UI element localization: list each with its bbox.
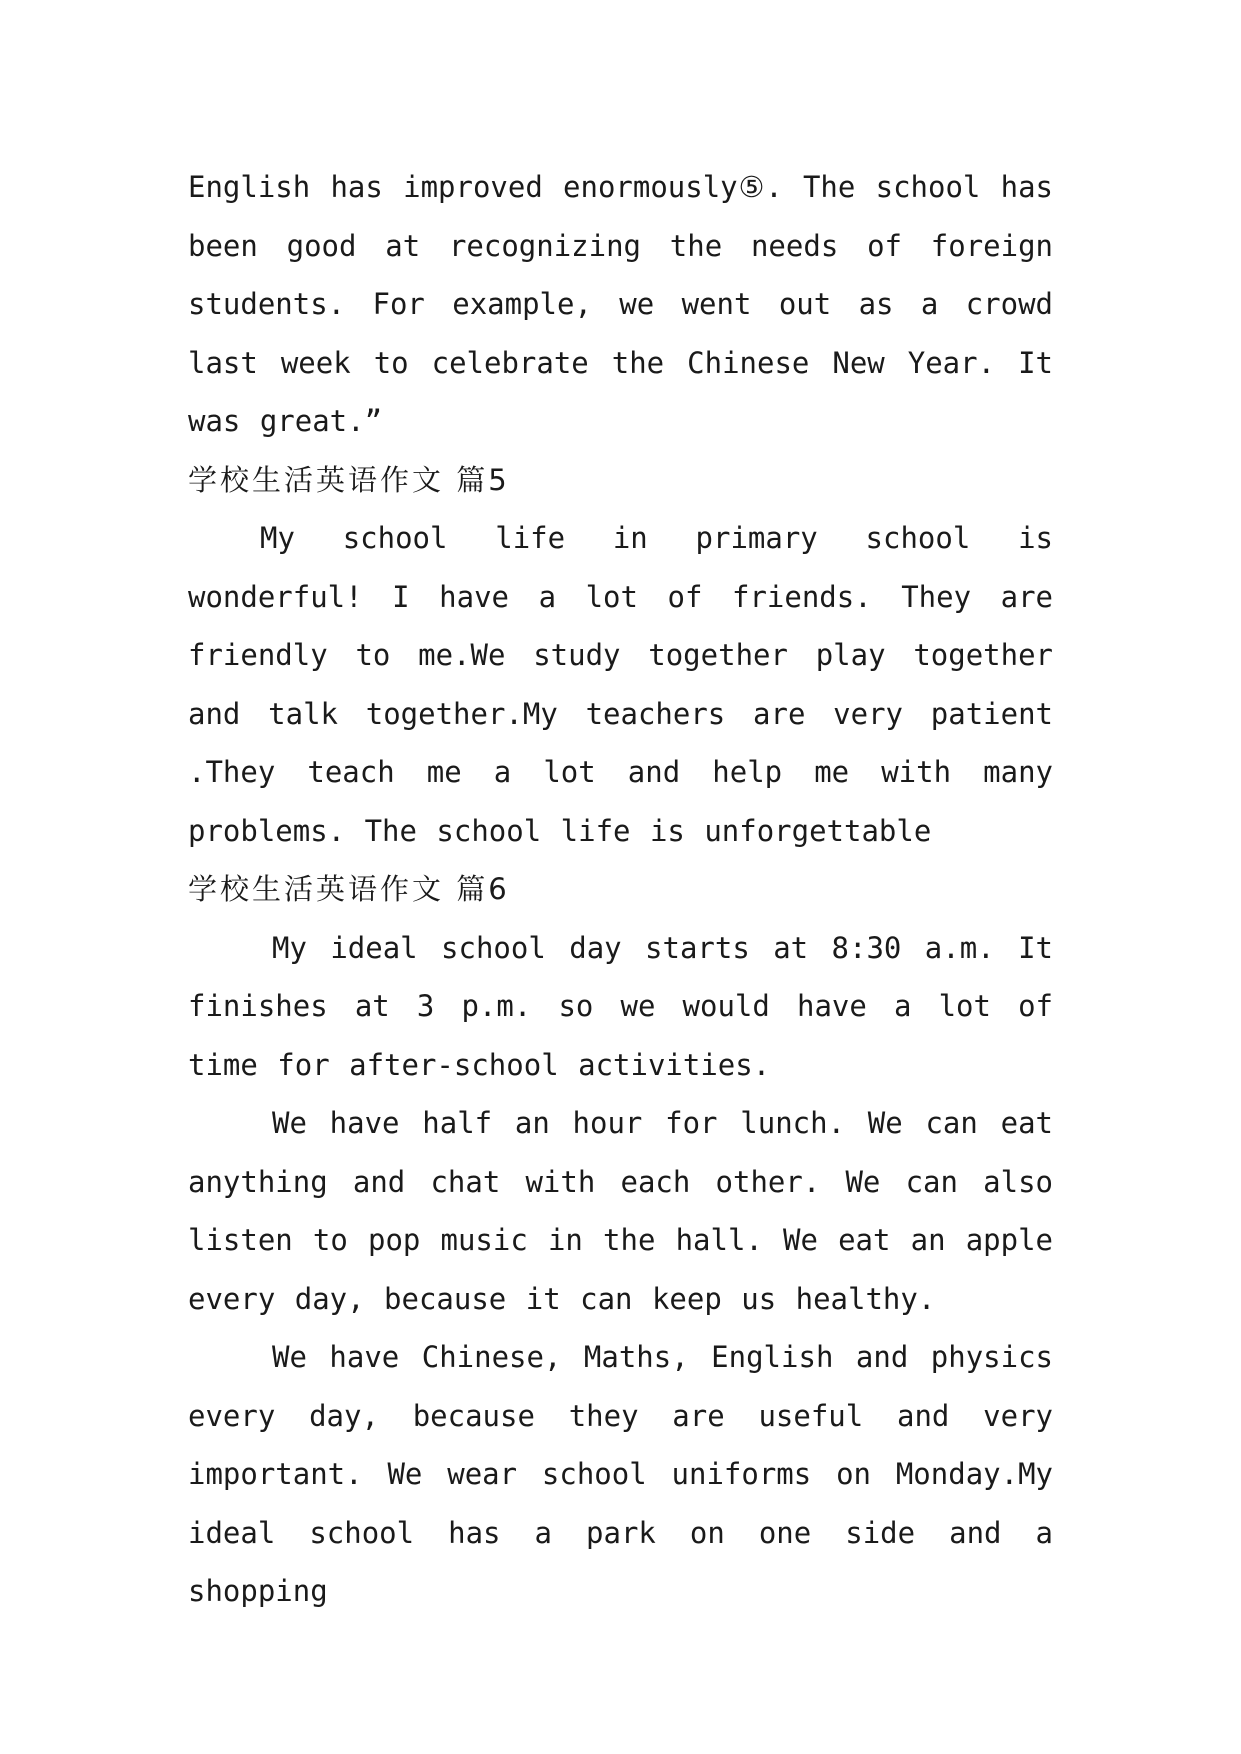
document-body — [188, 158, 1053, 1621]
paragraph-ideal-day: My ideal school day starts at 8:30 a.m. It finishes at 3 p.m. so we would have a lot of time for after-school activities. — [188, 930, 1053, 1082]
section-heading-6: 学校生活英语作文 篇6 — [188, 872, 510, 906]
paragraph-subjects: We have Chinese, Maths, English and physics every day, because they are useful and very important. We wear school uniforms on Monday.My ideal school has a park on one side and a shopping — [188, 1340, 1053, 1608]
paragraph-lunch: We have half an hour for lunch. We can eat anything and chat with each other. We can also listen to pop music in the hall. We eat an apple every day, because it can keep us healthy. — [188, 1106, 1053, 1316]
paragraph-continued: English has improved enormously⑤. The school has been good at recognizing the needs of foreign students. For example, we went out as a crowd last week to celebrate the Chinese New Year. It was great.” — [188, 170, 1053, 438]
paragraph-school-life: My school life in primary school is wonderful! I have a lot of friends. They are friendly to me.We study together play together and talk together.My teachers are very patient .They teach me a lot and help me with many problems. The school life is unforgettable — [188, 521, 1053, 848]
section-heading-5: 学校生活英语作文 篇5 — [188, 462, 510, 497]
